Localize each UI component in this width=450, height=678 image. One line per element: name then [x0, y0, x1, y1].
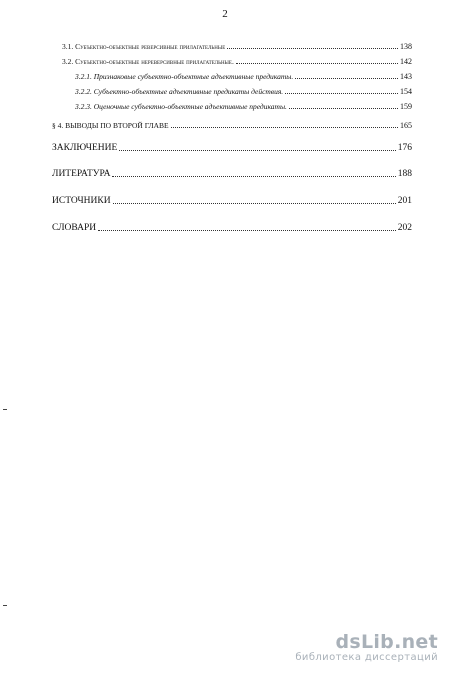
toc-entry-page: 159 — [400, 102, 412, 111]
toc-entry — [52, 169, 412, 179]
toc-entry-page: 138 — [400, 42, 412, 51]
toc-entry — [75, 87, 412, 96]
toc-entry-title: 3.1. Субъектно-объектные реверсивные прилагательные — [62, 42, 226, 51]
toc-leader-dots — [112, 169, 395, 177]
toc-leader-dots — [171, 121, 398, 128]
toc-entry — [75, 102, 412, 111]
toc-entry-title: ЛИТЕРАТУРА — [52, 169, 111, 179]
scan-mark — [3, 605, 7, 606]
toc-entry-title: 3.2. Субъектно-объектные нереверсивные прилагательные. — [62, 57, 234, 66]
watermark-subtitle: библиотека диссертаций — [295, 652, 438, 663]
toc-leader-dots — [289, 102, 398, 109]
toc-entry-page: 143 — [400, 72, 412, 81]
watermark — [295, 632, 438, 664]
toc-leader-dots — [227, 42, 398, 49]
toc-entry-page: 188 — [397, 169, 412, 179]
toc-entry-title: § 4. ВЫВОДЫ ПО ВТОРОЙ ГЛАВЕ — [52, 121, 169, 130]
toc-entry-title: 3.2.2. Субъектно-объектные адъективные предикаты действия. — [75, 87, 284, 96]
toc-leader-dots — [119, 143, 395, 151]
toc-entry-title: ЗАКЛЮЧЕНИЕ — [52, 143, 118, 153]
toc-entry-title: СЛОВАРИ — [52, 223, 97, 233]
watermark-logo: dsLib.net — [335, 631, 438, 653]
toc-entry — [75, 72, 412, 81]
toc-entry-title: 3.2.3. Оценочные субъектно-объектные адъективные предикаты. — [75, 102, 287, 111]
toc-leader-dots — [113, 196, 396, 204]
toc-entry — [52, 143, 412, 153]
toc-entry — [62, 57, 412, 66]
toc-leader-dots — [285, 87, 398, 94]
toc-entry-title: ИСТОЧНИКИ — [52, 196, 111, 206]
toc-leader-dots — [98, 223, 396, 231]
toc-entry — [62, 42, 412, 51]
toc-leader-dots — [295, 72, 398, 79]
toc-entry-page: 142 — [400, 57, 412, 66]
toc-entry-page: 154 — [400, 87, 412, 96]
toc-leader-dots — [236, 57, 398, 64]
toc-entry-page: 165 — [400, 121, 412, 130]
toc-entry — [52, 121, 412, 130]
toc-entry-page: 202 — [397, 223, 412, 233]
toc-entry — [52, 196, 412, 206]
toc-entry-title: 3.2.1. Признаковые субъектно-объектные адъективные предикаты. — [75, 72, 294, 81]
page-number: 2 — [222, 8, 228, 20]
toc-entry — [52, 223, 412, 233]
toc-entry-page: 176 — [397, 143, 412, 153]
scan-mark — [3, 409, 7, 410]
toc-entry-page: 201 — [397, 196, 412, 206]
